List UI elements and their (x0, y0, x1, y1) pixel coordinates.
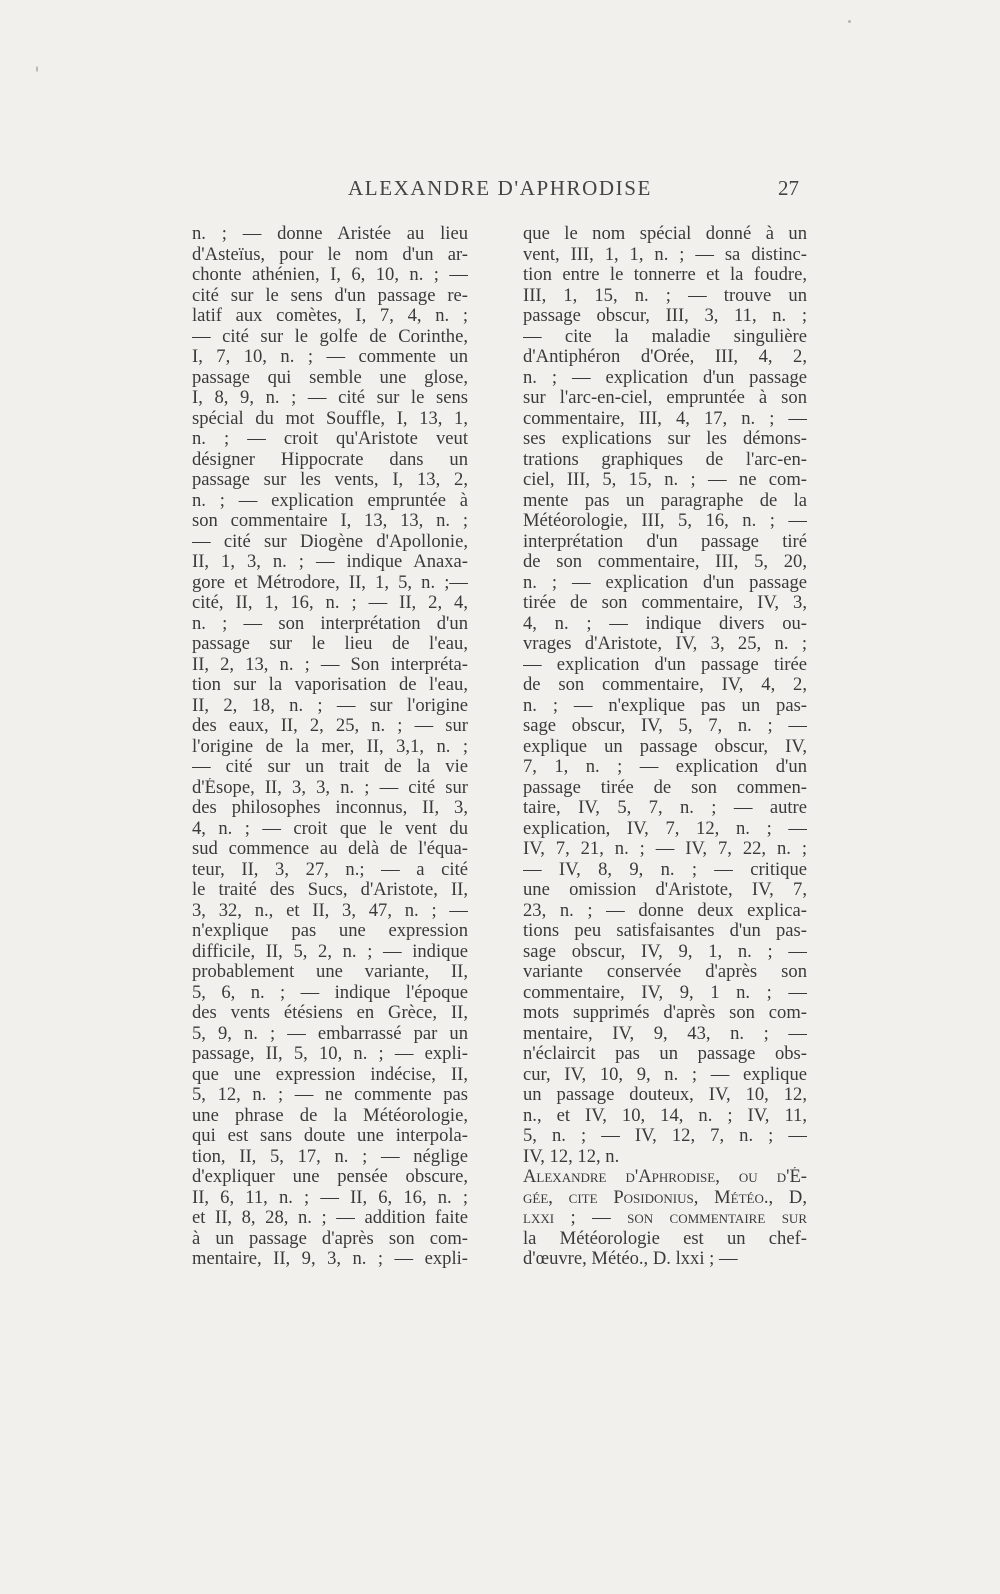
index-column-left (192, 224, 468, 1270)
running-head-title: ALEXANDRE D'APHRODISE (348, 176, 652, 200)
index-line: cité sur le sens d'un passage re- (192, 285, 468, 306)
index-line: des vents étésiens en Grèce, II, (192, 1003, 468, 1023)
index-line: tions peu satisfaisantes d'un pas- (523, 921, 807, 941)
index-line: n'éclaircit pas un passage obs- (523, 1044, 807, 1064)
index-line: trations graphiques de l'arc-en- (523, 449, 807, 470)
index-line: 4, n. ; — croit que le vent du (192, 818, 468, 839)
index-line: mentaire, II, 9, 3, n. ; — expli- (192, 1249, 468, 1269)
index-line: I, 8, 9, n. ; — cité sur le sens (192, 388, 468, 408)
index-line: n. ; — explication d'un passage (523, 367, 807, 388)
index-line: — cité sur Diogène d'Apollonie, (192, 531, 468, 552)
index-line: chonte athénien, I, 6, 10, n. ; — (192, 265, 468, 285)
index-line: sage obscur, IV, 5, 7, n. ; — (523, 716, 807, 736)
index-line: cur, IV, 10, 9, n. ; — explique (523, 1064, 807, 1085)
index-line: difficile, II, 5, 2, n. ; — indique (192, 941, 468, 962)
index-line: spécial du mot Souffle, I, 13, 1, (192, 408, 468, 429)
index-line: le traité des Sucs, d'Aristote, II, (192, 880, 468, 900)
index-line: des eaux, II, 2, 25, n. ; — sur (192, 716, 468, 736)
index-line: de son commentaire, IV, 4, 2, (523, 675, 807, 695)
index-line: passage obscur, III, 3, 11, n. ; (523, 306, 807, 326)
index-line: IV, 12, 12, n. (523, 1146, 620, 1167)
index-line: une omission d'Aristote, IV, 7, (523, 880, 807, 900)
index-line: ciel, III, 5, 15, n. ; — ne com- (523, 470, 807, 490)
index-line: II, 2, 18, n. ; — sur l'origine (192, 695, 468, 716)
index-line: tirée de son commentaire, IV, 3, (523, 593, 807, 613)
index-line: 3, 32, n., et II, 3, 47, n. ; — (192, 900, 468, 921)
page-number: 27 (778, 176, 799, 200)
index-line: n. ; — n'explique pas un pas- (523, 695, 807, 716)
index-line: à un passage d'après son com- (192, 1228, 468, 1249)
index-line: gée, cite Posidonius, Météo., D, (523, 1187, 807, 1208)
index-line: 7, 1, n. ; — explication d'un (523, 757, 807, 777)
index-column-right (523, 224, 807, 1270)
index-line: — cite la maladie singulière (523, 326, 807, 347)
index-line: vent, III, 1, 1, n. ; — sa distinc- (523, 244, 807, 265)
index-line: mots supprimés d'après son com- (523, 1003, 807, 1023)
index-line: tion, II, 5, 17, n. ; — néglige (192, 1146, 468, 1167)
index-line: sud commence au delà de l'équa- (192, 839, 468, 859)
index-line: la Météorologie est un chef- (523, 1228, 807, 1249)
index-line: explique un passage obscur, IV, (523, 736, 807, 757)
index-line: qui est sans doute une interpola- (192, 1126, 468, 1146)
index-line: n. ; — son interprétation d'un (192, 613, 468, 634)
index-line: commentaire, III, 4, 17, n. ; — (523, 408, 807, 429)
index-line: n'explique pas une expression (192, 921, 468, 941)
index-line: gore et Métrodore, II, 1, 5, n. ;— (192, 572, 468, 593)
index-line: que une expression indécise, II, (192, 1064, 468, 1085)
index-line: d'œuvre, Météo., D. lxxi ; — (523, 1249, 738, 1269)
index-line: d'Antiphéron d'Orée, III, 4, 2, (523, 347, 807, 367)
index-line: n. ; — explication d'un passage (523, 572, 807, 593)
index-line: d'Asteïus, pour le nom d'un ar- (192, 244, 468, 265)
index-line: I, 7, 10, n. ; — commente un (192, 347, 468, 367)
index-line: explication, IV, 7, 12, n. ; — (523, 818, 807, 839)
index-line: d'Ésope, II, 3, 3, n. ; — cité sur (192, 777, 468, 798)
index-line: latif aux comètes, I, 7, 4, n. ; (192, 306, 468, 326)
index-line: des philosophes inconnus, II, 3, (192, 798, 468, 818)
index-line: désigner Hippocrate dans un (192, 449, 468, 470)
index-line: interprétation d'un passage tiré (523, 531, 807, 552)
index-line: un passage douteux, IV, 10, 12, (523, 1085, 807, 1105)
index-line: taire, IV, 5, 7, n. ; — autre (523, 798, 807, 818)
index-line: vrages d'Aristote, IV, 3, 25, n. ; (523, 634, 807, 654)
index-line: teur, II, 3, 27, n.; — a cité (192, 859, 468, 880)
index-line: tion sur la vaporisation de l'eau, (192, 675, 468, 695)
index-line: une phrase de la Météorologie, (192, 1105, 468, 1126)
index-line: sage obscur, IV, 9, 1, n. ; — (523, 941, 807, 962)
index-line: II, 2, 13, n. ; — Son interpréta- (192, 654, 468, 675)
index-line: passage qui semble une glose, (192, 367, 468, 388)
index-line: — cité sur un trait de la vie (192, 757, 468, 777)
index-line: 5, n. ; — IV, 12, 7, n. ; — (523, 1126, 807, 1146)
index-line: 5, 6, n. ; — indique l'époque (192, 982, 468, 1003)
index-line: et II, 8, 28, n. ; — addition faite (192, 1208, 468, 1228)
index-line: de son commentaire, III, 5, 20, (523, 552, 807, 572)
index-line: 5, 9, n. ; — embarrassé par un (192, 1023, 468, 1044)
index-line: mente pas un paragraphe de la (523, 490, 807, 511)
index-line: n., et IV, 10, 14, n. ; IV, 11, (523, 1105, 807, 1126)
index-line: ses explications sur les démons- (523, 429, 807, 449)
index-line: mentaire, IV, 9, 43, n. ; — (523, 1023, 807, 1044)
index-line: probablement une variante, II, (192, 962, 468, 982)
index-line: III, 1, 15, n. ; — trouve un (523, 285, 807, 306)
index-line: Alexandre d'Aphrodise, ou d'É- (523, 1167, 807, 1187)
index-line: n. ; — croit qu'Aristote veut (192, 429, 468, 449)
index-line: 4, n. ; — indique divers ou- (523, 613, 807, 634)
index-line: variante conservée d'après son (523, 962, 807, 982)
index-line: n. ; — explication empruntée à (192, 490, 468, 511)
paper-speck (36, 66, 38, 72)
index-line: passage, II, 5, 10, n. ; — expli- (192, 1044, 468, 1064)
index-line: — explication d'un passage tirée (523, 654, 807, 675)
index-line: 23, n. ; — donne deux explica- (523, 900, 807, 921)
paper-speck (848, 20, 851, 23)
index-line: passage sur les vents, I, 13, 2, (192, 470, 468, 490)
index-line: II, 6, 11, n. ; — II, 6, 16, n. ; (192, 1187, 468, 1208)
index-line: II, 1, 3, n. ; — indique Anaxa- (192, 552, 468, 572)
index-line: d'expliquer une pensée obscure, (192, 1167, 468, 1187)
index-line: sur l'arc-en-ciel, empruntée à son (523, 388, 807, 408)
index-line: que le nom spécial donné à un (523, 224, 807, 244)
index-line: IV, 7, 21, n. ; — IV, 7, 22, n. ; (523, 839, 807, 859)
index-line: commentaire, IV, 9, 1 n. ; — (523, 982, 807, 1003)
index-line: son commentaire I, 13, 13, n. ; (192, 511, 468, 531)
index-line: tion entre le tonnerre et la foudre, (523, 265, 807, 285)
index-line: lxxi ; — son commentaire sur (523, 1208, 807, 1228)
index-line: 5, 12, n. ; — ne commente pas (192, 1085, 468, 1105)
index-line: — cité sur le golfe de Corinthe, (192, 326, 468, 347)
index-line: — IV, 8, 9, n. ; — critique (523, 859, 807, 880)
index-line: passage sur le lieu de l'eau, (192, 634, 468, 654)
index-line: cité, II, 1, 16, n. ; — II, 2, 4, (192, 593, 468, 613)
index-line: passage tirée de son commen- (523, 777, 807, 798)
index-line: Météorologie, III, 5, 16, n. ; — (523, 511, 807, 531)
index-line: n. ; — donne Aristée au lieu (192, 224, 468, 244)
index-line: l'origine de la mer, II, 3,1, n. ; (192, 736, 468, 757)
